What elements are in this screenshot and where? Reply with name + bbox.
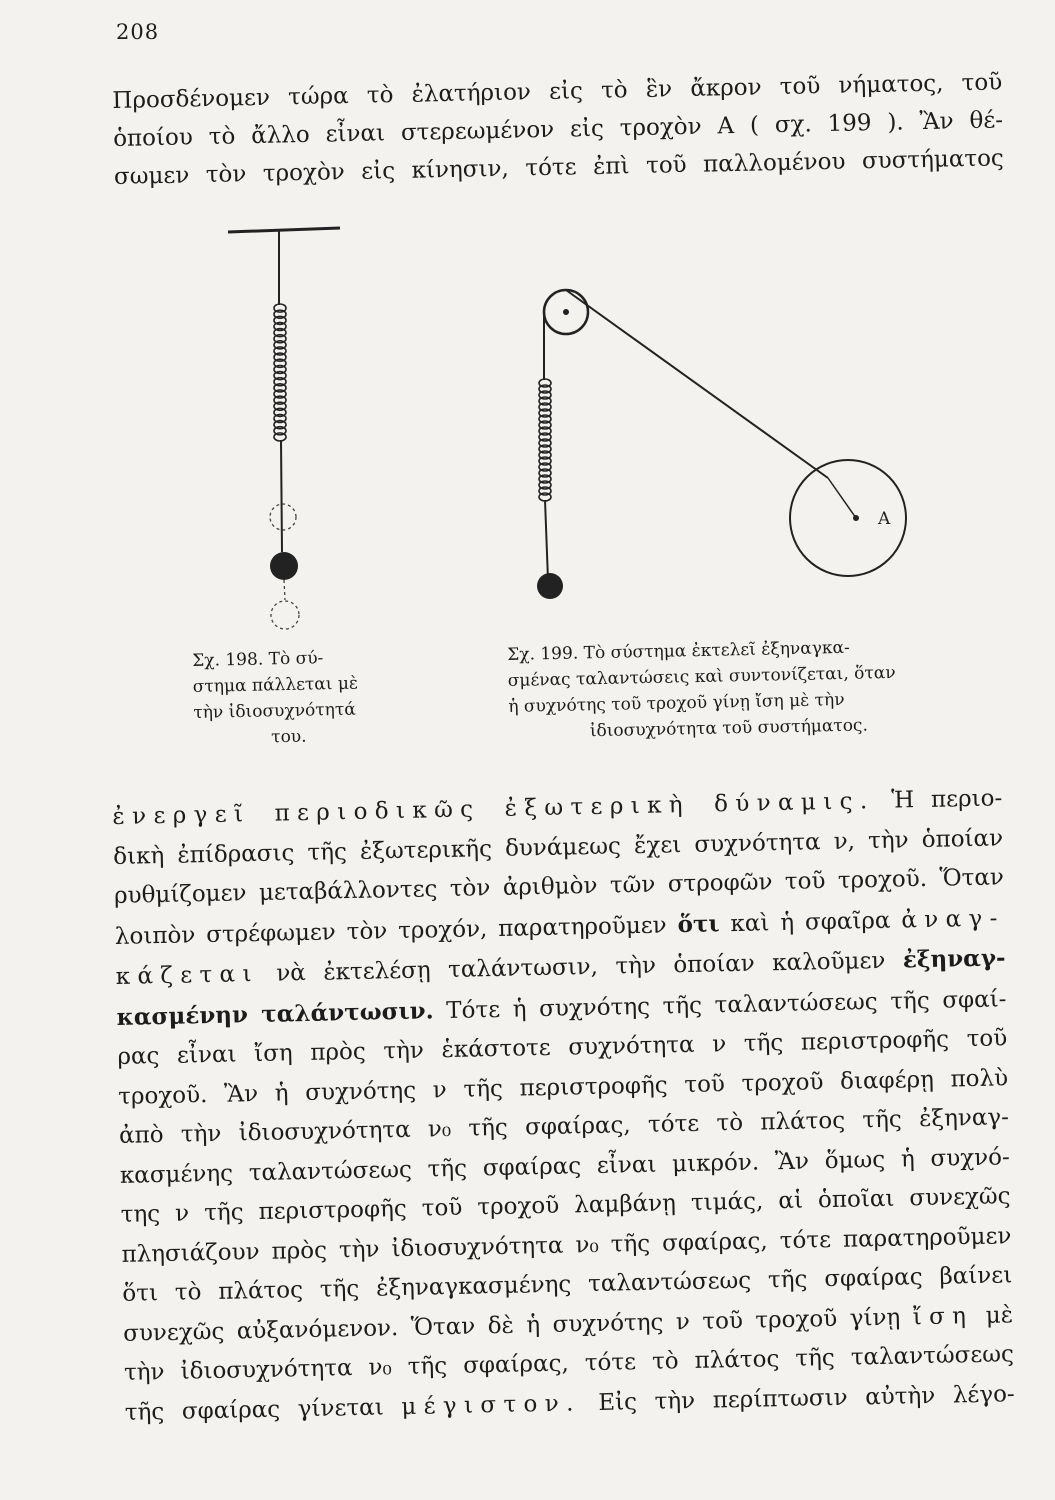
emphasis-spaced: μέγιστον. bbox=[401, 1389, 581, 1420]
emphasis-spaced: ἴση bbox=[912, 1302, 974, 1330]
text-line: ρας εἶναι ἴση πρὸς τὴν ἑκάστοτε συχνότητα ν τῆς περιστροφῆς τοῦ bbox=[117, 1025, 1008, 1070]
pendulum-ball bbox=[537, 573, 563, 599]
caption-line: ἡ συχνότης τοῦ τροχοῦ γίνῃ ἴση μὲ τὴν bbox=[508, 689, 845, 717]
spring-coil bbox=[274, 304, 286, 441]
crank-arm bbox=[828, 478, 856, 518]
upper-ghost-position bbox=[270, 504, 296, 530]
caption-line: Σχ. 199. Τὸ σύστημα ἐκτελεῖ ἐξηναγκα- bbox=[507, 637, 850, 665]
emphasis-spaced: κάζεται bbox=[115, 960, 260, 990]
text-run: συνεχῶς αὐξανόμενον. Ὅταν δὲ ἡ συχνότης ν τοῦ τροχοῦ γίνῃ bbox=[122, 1303, 913, 1347]
text-line: Προσδένομεν τώρα τὸ ἐλατήριον εἰς τὸ ἓν ἄκρον τοῦ νήματος, τοῦ bbox=[112, 69, 1003, 114]
text-line: της ν τῆς περιστροφῆς τοῦ τροχοῦ λαμβάνῃ τιμάς, αἱ ὁποῖαι συνεχῶς bbox=[120, 1183, 1011, 1228]
text-run: μὲ bbox=[972, 1301, 1014, 1329]
figure-198-drawing bbox=[228, 228, 340, 629]
caption-line: Σχ. 198. Τὸ σύ- bbox=[192, 648, 324, 671]
text-line: σωμεν τὸν τροχὸν εἰς κίνησιν, τότε ἐπὶ τοῦ παλλομένου συστήματος bbox=[113, 145, 1005, 190]
caption-line: στημα πάλλεται μὲ bbox=[192, 673, 359, 697]
emphasis-bold: ἐξηναγ- bbox=[902, 944, 1006, 974]
pendulum-string bbox=[545, 500, 548, 580]
wheel-label: Α bbox=[878, 509, 891, 529]
pendulum-string bbox=[281, 440, 282, 552]
text-line: τὴν ἰδιοσυχνότητα ν₀ τῆς σφαίρας, τότε τὸ πλάτος τῆς ταλαντώσεως bbox=[123, 1341, 1015, 1386]
text-line: κασμένης ταλαντώσεως τῆς σφαίρας εἶναι μικρόν. Ἂν ὅμως ἡ συχνό- bbox=[119, 1143, 1010, 1189]
text-run: καὶ ἡ σφαῖρα bbox=[719, 906, 902, 937]
text-line: ρυθμίζομεν μεταβάλλοντες τὸν ἀριθμὸν τῶν στροφῶν τοῦ τροχοῦ. Ὅταν bbox=[113, 864, 1005, 909]
emphasis-spaced: ἀναγ- bbox=[901, 904, 1005, 933]
text-run: Ἡ περιο- bbox=[874, 785, 1003, 815]
figure-199-drawing bbox=[537, 290, 906, 599]
text-line: ὅτι τὸ πλάτος τῆς ἐξηναγκασμένης ταλαντώσεως τῆς σφαίρας βαίνει bbox=[122, 1262, 1013, 1307]
string-to-wheel bbox=[566, 290, 828, 478]
text-run: Εἰς τὴν περίπτωσιν αὐτὴν λέγο- bbox=[580, 1380, 1015, 1416]
emphasis-bold: κασμένην ταλάντωσιν. bbox=[116, 996, 434, 1031]
figures-illustration bbox=[0, 0, 1055, 660]
text-line: ὁποίου τὸ ἄλλο εἶναι στερεωμένον εἰς τροχὸν Α ( σχ. 199 ). Ἂν θέ- bbox=[112, 107, 1004, 152]
caption-line: ἰδιοσυχνότητα τοῦ συστήματος. bbox=[589, 715, 869, 742]
text-line: δικὴ ἐπίδρασις τῆς ἐξωτερικῆς δυνάμεως ἔχει συχνότητα ν, τὴν ὁποίαν bbox=[112, 824, 1004, 870]
page-number: 208 bbox=[116, 20, 160, 44]
text-run: τῆς σφαίρας γίνεται bbox=[124, 1393, 402, 1426]
text-run: Τότε ἡ συχνότης τῆς ταλαντώσεως τῆς σφαί- bbox=[433, 985, 1007, 1024]
lower-ghost-position bbox=[271, 601, 299, 629]
caption-line: του. bbox=[270, 726, 307, 748]
caption-line: σμένας ταλαντώσεις καὶ συντονίζεται, ὅταν bbox=[507, 662, 896, 691]
emphasis-spaced: ἐνεργεῖ περιοδικῶς ἐξωτερικὴ δύναμις. bbox=[112, 788, 875, 830]
text-run: λοιπὸν στρέφωμεν τὸν τροχόν, παρατηροῦμεν bbox=[114, 911, 678, 950]
text-line: τροχοῦ. Ἂν ἡ συχνότης ν τῆς περιστροφῆς τοῦ τροχοῦ διαφέρῃ πολὺ bbox=[117, 1064, 1009, 1110]
figure-199-caption bbox=[507, 633, 949, 746]
text-line: πλησιάζουν πρὸς τὴν ἰδιοσυχνότητα ν₀ τῆς σφαίρας, τότε παρατηροῦμεν bbox=[121, 1222, 1012, 1268]
spring-coil bbox=[539, 379, 551, 501]
main-paragraph bbox=[112, 779, 1015, 1432]
emphasis-bold: ὅτι bbox=[677, 909, 720, 938]
ceiling-bar bbox=[228, 228, 340, 232]
text-line: ἀπὸ τὴν ἰδιοσυχνότητα ν₀ τῆς σφαίρας, τότε τὸ πλάτος τῆς ἐξηναγ- bbox=[118, 1104, 1010, 1149]
pulley-axle bbox=[563, 309, 569, 315]
lower-dashed-string bbox=[284, 580, 285, 600]
text-run: νὰ ἐκτελέσῃ ταλάντωσιν, τὴν ὁποίαν καλοῦμεν bbox=[258, 947, 904, 987]
caption-line: τὴν ἰδιοσυχνότητά bbox=[193, 699, 356, 723]
pendulum-ball bbox=[270, 552, 298, 580]
figure-198-caption bbox=[192, 644, 384, 752]
